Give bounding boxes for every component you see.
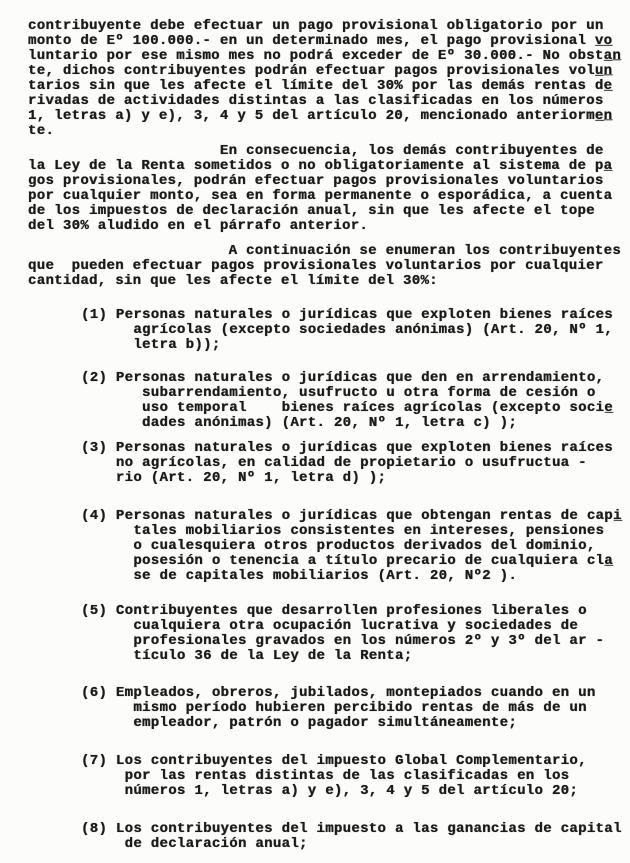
text-line: A continuación se enumeran los contribuyentes	[28, 243, 622, 259]
text-line: por las rentas distintas de las clasificadas en los	[81, 768, 570, 784]
text-line: En consecuencia, los demás contribuyentes de	[28, 143, 604, 159]
text-line: 1, letras a) y e), 3, 4 y 5 del artículo 20, mencionado anteriorme̲n̲	[28, 108, 613, 124]
paragraph-2	[28, 144, 612, 234]
text-line: no agrícolas, en calidad de propietario o usufructua -	[81, 455, 587, 471]
text-line: se de capitales mobiliarios (Art. 20, Nº2 ).	[81, 568, 518, 584]
text-line: que pueden efectuar pagos provisionales voluntarios por cualquier	[28, 258, 604, 274]
text-line: (6) Empleados, obreros, jubilados, montepiados cuando en un	[81, 685, 596, 701]
text-line: del 30% aludido en el párrafo anterior.	[28, 218, 369, 234]
text-line: (4) Personas naturales o jurídicas que obtengan rentas de capi̲	[81, 508, 622, 524]
text-line: te.	[28, 123, 55, 139]
text-line: números 1, letras a) y e), 3, 4 y 5 del artículo 20;	[81, 783, 579, 799]
text-line: posesión o tenencia a título precario de cualquiera cla̲	[81, 553, 614, 569]
list-item-2	[81, 371, 613, 431]
paragraph-3	[28, 244, 621, 289]
text-line: (7) Los contribuyentes del impuesto Global Complementario,	[81, 753, 587, 769]
text-line: letra b));	[81, 337, 221, 353]
text-line: dades anónimas) (Art. 20, Nº 1, letra c) );	[81, 415, 518, 431]
text-line: monto de Eº 100.000.- en un determinado mes, el pago provisional v̲o̲	[28, 33, 613, 49]
text-line: rivadas de actividades distintas a las clasificadas en los números	[28, 93, 604, 109]
text-line: cantidad, sin que les afecte el límite del 30%:	[28, 273, 438, 289]
text-line: rio (Art. 20, Nº 1, letra d) );	[81, 470, 387, 486]
list-item-3	[81, 441, 613, 486]
text-line: o cualesquiera otros productos derivados del dominio,	[81, 538, 596, 554]
list-item-7	[81, 754, 587, 799]
text-line: tales mobiliarios consistentes en intereses, pensiones	[81, 523, 605, 539]
text-line: contribuyente debe efectuar un pago provisional obligatorio por un	[28, 18, 604, 34]
text-line: (3) Personas naturales o jurídicas que exploten bienes raíces	[81, 440, 614, 456]
text-line: profesionales gravados en los números 2º y 3º del ar -	[81, 633, 605, 649]
text-line: subarrendamiento, usufructo u otra forma de cesión o	[81, 385, 596, 401]
text-line: la Ley de la Renta sometidos o no obligatoriamente al sistema de pa̲	[28, 158, 613, 174]
text-line: gos provisionales, podrán efectuar pagos provisionales voluntarios	[28, 173, 604, 189]
list-item-8	[81, 822, 622, 852]
text-line: empleador, patrón o pagador simultáneamente;	[81, 715, 518, 731]
text-line: de los impuestos de declaración anual, sin que les afecte el tope	[28, 203, 595, 219]
text-line: mismo período hubieren percibido rentas de más de un	[81, 700, 587, 716]
text-line: te, dichos contribuyentes podrán efectuar pagos provisionales volu̲n̲	[28, 63, 613, 79]
text-line: cualquiera otra ocupación lucrativa y sociedades de	[81, 618, 579, 634]
text-line: por cualquier monto, sea en forma permanente o esporádica, a cuenta	[28, 188, 613, 204]
text-line: agrícolas (excepto sociedades anónimas) (Art. 20, Nº 1,	[81, 322, 614, 338]
paragraph-1	[28, 19, 621, 139]
text-line: (1) Personas naturales o jurídicas que exploten bienes raíces	[81, 307, 614, 323]
text-line: de declaración anual;	[81, 836, 308, 852]
text-line: uso temporal bienes raíces agrícolas (excepto socie̲	[81, 400, 614, 416]
text-line: (8) Los contribuyentes del impuesto a las ganancias de capital	[81, 821, 622, 837]
text-line: (5) Contribuyentes que desarrollen profesiones liberales o	[81, 603, 587, 619]
text-line: tículo 36 de la Ley de la Renta;	[81, 648, 413, 664]
list-item-1	[81, 308, 613, 353]
text-line: (2) Personas naturales o jurídicas que den en arrendamiento,	[81, 370, 605, 386]
text-line: luntario por ese mismo mes no podrá exceder de Eº 30.000.- No obsta̲n̲	[28, 48, 622, 64]
list-item-6	[81, 686, 596, 731]
list-item-4	[81, 509, 622, 584]
text-line: tarios sin que les afecte el límite del 30% por las demás rentas de̲	[28, 78, 613, 94]
list-item-5	[81, 604, 604, 664]
